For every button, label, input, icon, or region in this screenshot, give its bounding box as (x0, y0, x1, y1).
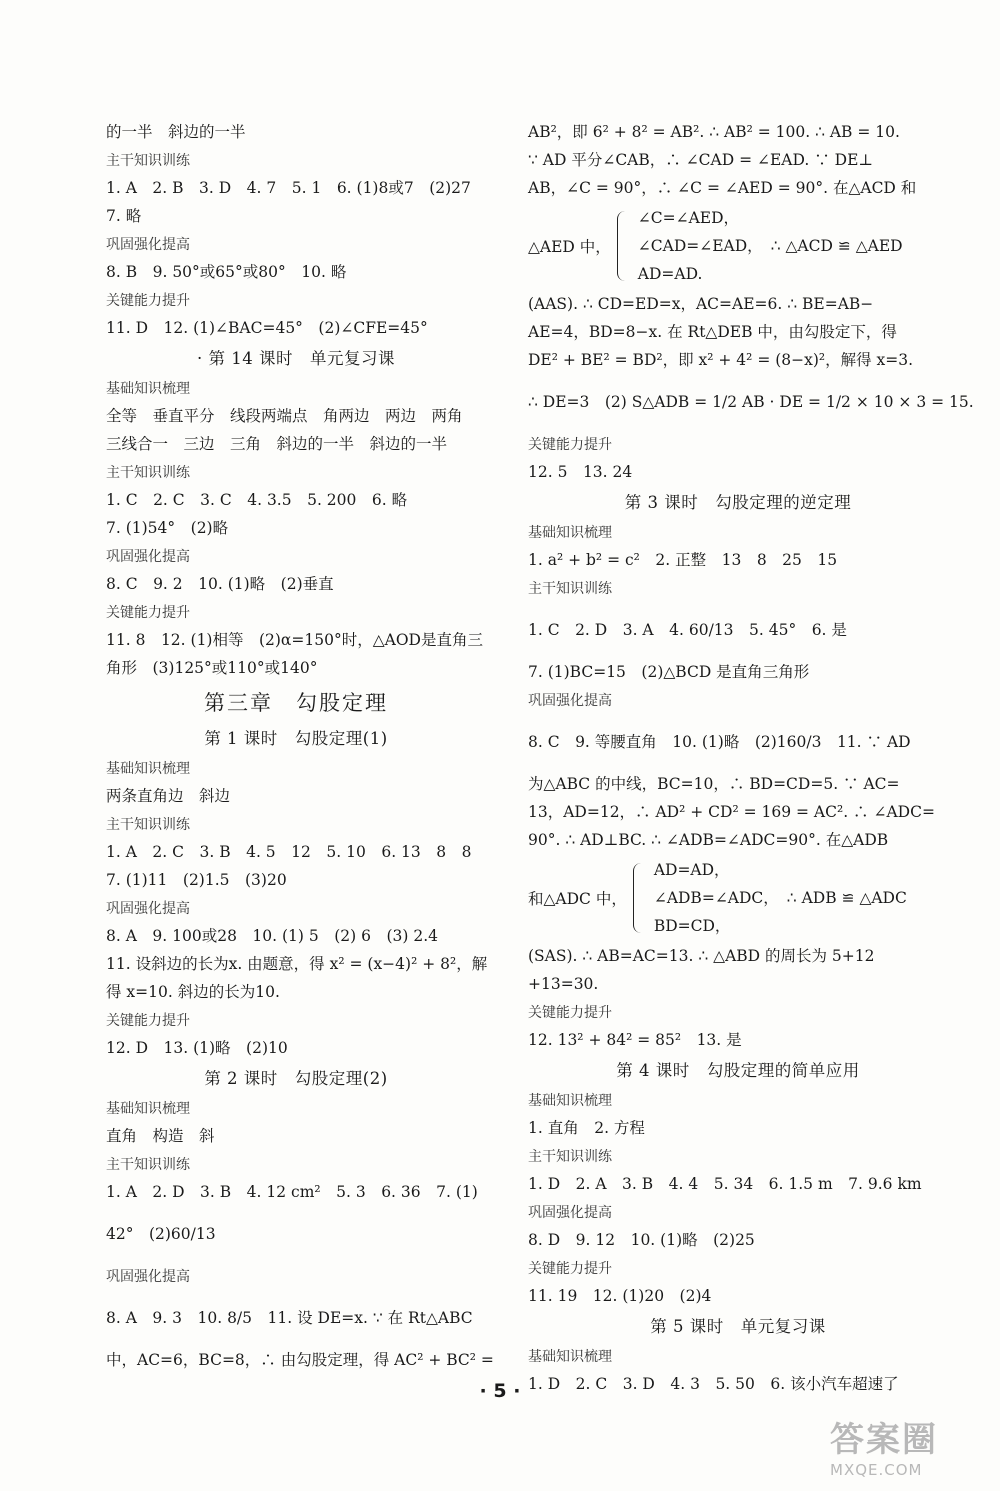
section-heading: 巩固强化提高 (106, 237, 190, 253)
answer-line: 11. 8 12. (1)相等 (2)α=150°时，△AOD是直角三 (106, 631, 483, 649)
left-brace (633, 863, 648, 933)
left-brace (617, 211, 632, 281)
answer-line: 8. B 9. 50°或65°或80° 10. 略 (106, 263, 347, 281)
section-heading: 主干知识训练 (106, 817, 190, 833)
section-heading: 巩固强化提高 (528, 1205, 612, 1221)
answer-line: 8. C 9. 2 10. (1)略 (2)垂直 (106, 575, 334, 593)
section-heading: 巩固强化提高 (106, 549, 190, 565)
answer-line: 1. A 2. D 3. B 4. 12 cm² 5. 3 6. 36 7. (1) (106, 1183, 478, 1201)
answer-line: 42° (2)60/13 (106, 1225, 216, 1243)
brace-prefix: △AED 中， (528, 238, 611, 256)
section-heading: 关键能力提升 (106, 605, 190, 621)
section-heading: 巩固强化提高 (106, 1269, 190, 1285)
answer-line: 7. (1)54° (2)略 (106, 519, 229, 537)
lesson-title: 第 1 课时 勾股定理(1) (204, 729, 388, 748)
section-heading: 主干知识训练 (528, 581, 612, 597)
answer-line: 两条直角边 斜边 (106, 787, 231, 805)
lesson-title: 第 5 课时 单元复习课 (650, 1317, 826, 1336)
answer-line: 11. 19 12. (1)20 (2)4 (528, 1287, 712, 1305)
watermark-url: MXQE.COM (830, 1461, 923, 1479)
section-heading: 基础知识梳理 (106, 1101, 190, 1117)
right-column (528, 118, 974, 1398)
answer-line: 8. A 9. 3 10. 8/5 11. 设 DE=x. ∵ 在 Rt△ABC (106, 1309, 473, 1327)
brace-condition: AD=AD， (653, 861, 730, 879)
answer-line: 中，AC=6，BC=8，∴ 由勾股定理，得 AC² + BC² = (106, 1351, 494, 1369)
lesson-title: 第 2 课时 勾股定理(2) (204, 1069, 388, 1088)
congruence-brace-block (528, 202, 948, 290)
answer-line: 1. A 2. C 3. B 4. 5 12 5. 10 6. 13 8 8 (106, 843, 472, 861)
answer-line: 1. D 2. A 3. B 4. 4 5. 34 6. 1.5 m 7. 9.6 km (528, 1175, 922, 1193)
answer-line: 1. D 2. C 3. D 4. 3 5. 50 6. 该小汽车超速了 (528, 1375, 899, 1393)
answer-line: 1. a² + b² = c² 2. 正整 13 8 25 15 (528, 551, 838, 569)
lesson-title: 第 4 课时 勾股定理的简单应用 (616, 1061, 860, 1080)
section-heading: 基础知识梳理 (528, 1349, 612, 1365)
answer-line: 12. D 13. (1)略 (2)10 (106, 1039, 288, 1057)
answer-line: 8. C 9. 等腰直角 10. (1)略 (2)160/3 11. ∵ AD (528, 733, 911, 751)
brace-prefix: 和△ADC 中， (528, 890, 627, 908)
page-number: · 5 · (479, 1380, 521, 1402)
brace-conditions (638, 204, 763, 288)
section-heading: 巩固强化提高 (106, 901, 190, 917)
answer-line: (AAS). ∴ CD=ED=x，AC=AE=6. ∴ BE=AB− (528, 295, 874, 313)
answer-line: 7. (1)BC=15 (2)△BCD 是直角三角形 (528, 663, 810, 681)
section-heading: 主干知识训练 (106, 153, 190, 169)
answer-line: AB²，即 6² + 8² = AB². ∴ AB² = 100. ∴ AB = 10. (528, 123, 900, 141)
answer-line: 全等 垂直平分 线段两端点 角两边 两边 两角 (106, 407, 463, 425)
answer-line: 7. (1)11 (2)1.5 (3)20 (106, 871, 287, 889)
answer-line: 11. D 12. (1)∠BAC=45° (2)∠CFE=45° (106, 319, 428, 337)
answer-line: 13，AD=12，∴ AD² + CD² = 169 = AC². ∴ ∠ADC= (528, 803, 935, 821)
watermark-text: 答案圈 (830, 1420, 938, 1460)
answer-line: 12. 5 13. 24 (528, 463, 633, 481)
section-heading: 基础知识梳理 (106, 381, 190, 397)
brace-condition: ∠CAD=∠EAD， (637, 237, 763, 255)
answer-line: (SAS). ∴ AB=AC=13. ∴ △ABD 的周长为 5+12 (528, 947, 875, 965)
section-heading: 主干知识训练 (106, 1157, 190, 1173)
answer-line: 为△ABC 的中线，BC=10，∴ BD=CD=5. ∵ AC= (528, 775, 900, 793)
answer-line: +13=30. (528, 975, 599, 993)
answer-line: ∵ AD 平分∠CAB，∴ ∠CAD = ∠EAD. ∵ DE⊥ (528, 151, 873, 169)
brace-condition: BD=CD， (653, 917, 731, 935)
brace-condition: ∠ADB=∠ADC， (653, 889, 779, 907)
brace-conditions (654, 856, 779, 940)
answer-line: 1. 直角 2. 方程 (528, 1119, 645, 1137)
section-heading: 关键能力提升 (106, 1013, 190, 1029)
brace-condition: ∠C=∠AED， (637, 209, 740, 227)
watermark-logo (830, 1420, 990, 1490)
section-heading: 关键能力提升 (528, 1005, 612, 1021)
brace-condition: AD=AD. (637, 265, 703, 283)
section-heading: 基础知识梳理 (106, 761, 190, 777)
section-heading: 主干知识训练 (528, 1149, 612, 1165)
answer-line: 90°. ∴ AD⊥BC. ∴ ∠ADB=∠ADC=90°. 在△ADB (528, 831, 889, 849)
answer-line: 8. A 9. 100或28 10. (1) 5 (2) 6 (3) 2.4 (106, 927, 439, 945)
brace-conclusion: ∴ △ACD ≌ △AED (770, 237, 903, 255)
section-heading: 关键能力提升 (528, 1261, 612, 1277)
answer-line: DE² + BE² = BD²，即 x² + 4² = (8−x)²，解得 x=3. (528, 351, 914, 369)
section-heading: 主干知识训练 (106, 465, 190, 481)
answer-line: AE=4，BD=8−x. 在 Rt△DEB 中，由勾股定下，得 (528, 323, 897, 341)
answer-line: 1. A 2. B 3. D 4. 7 5. 1 6. (1)8或7 (2)27 (106, 179, 471, 197)
answer-line: 三线合一 三边 三角 斜边的一半 斜边的一半 (106, 435, 448, 453)
brace-conclusion: ∴ ADB ≌ △ADC (786, 889, 907, 907)
answer-line: 角形 (3)125°或110°或140° (106, 659, 318, 677)
answer-line: 得 x=10. 斜边的长为10. (106, 983, 280, 1001)
section-heading: 关键能力提升 (106, 293, 190, 309)
left-column (106, 118, 494, 1374)
answer-line: 直角 构造 斜 (106, 1127, 215, 1145)
section-heading: 基础知识梳理 (528, 1093, 612, 1109)
answer-line: 12. 13² + 84² = 85² 13. 是 (528, 1031, 742, 1049)
congruence-brace-block (528, 854, 948, 942)
answer-line: 7. 略 (106, 207, 142, 225)
section-heading: 基础知识梳理 (528, 525, 612, 541)
section-heading: 关键能力提升 (528, 437, 612, 453)
lesson-title: · 第 14 课时 单元复习课 (197, 349, 395, 368)
answer-line: 11. 设斜边的长为x. 由题意，得 x² = (x−4)² + 8²，解 (106, 955, 488, 973)
section-heading: 巩固强化提高 (528, 693, 612, 709)
answer-line: 1. C 2. D 3. A 4. 60/13 5. 45° 6. 是 (528, 621, 847, 639)
answer-line: 1. C 2. C 3. C 4. 3.5 5. 200 6. 略 (106, 491, 408, 509)
answer-line: 的一半 斜边的一半 (106, 123, 246, 141)
answer-line: ∴ DE=3 (2) S△ADB = 1/2 AB · DE = 1/2 × 10 × 3 = 15. (528, 393, 974, 411)
chapter-title: 第三章 勾股定理 (204, 691, 388, 715)
answer-line: 8. D 9. 12 10. (1)略 (2)25 (528, 1231, 755, 1249)
lesson-title: 第 3 课时 勾股定理的逆定理 (624, 493, 852, 512)
answer-line: AB，∠C = 90°，∴ ∠C = ∠AED = 90°. 在△ACD 和 (528, 179, 917, 197)
